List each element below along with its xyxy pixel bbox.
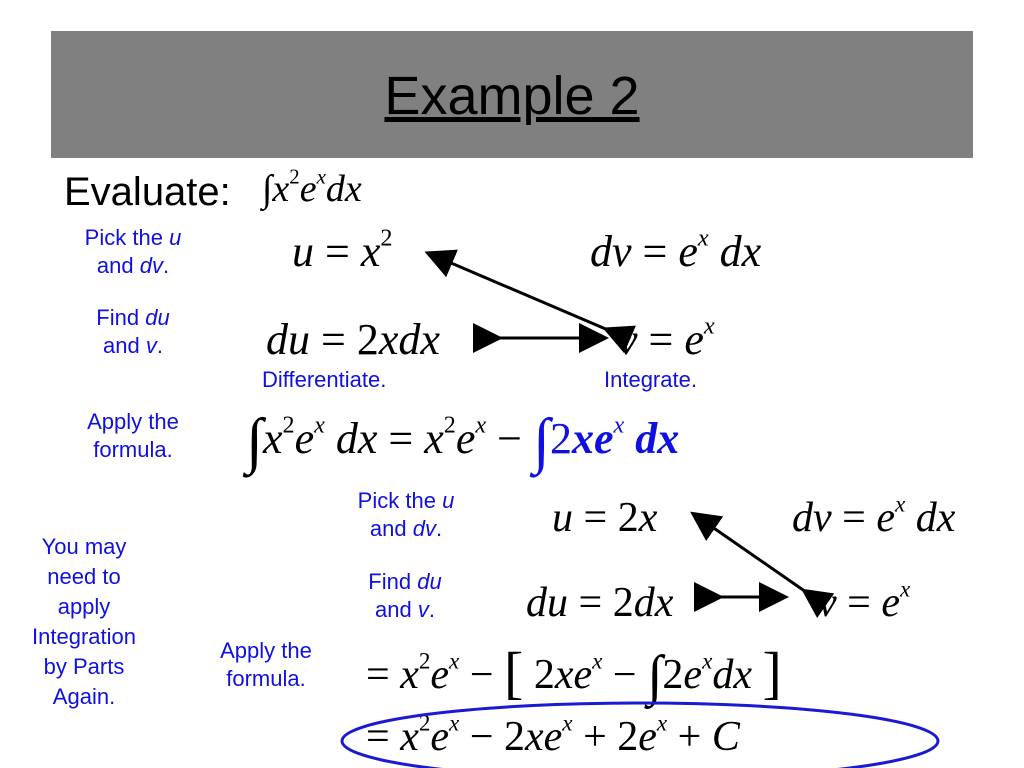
math-term: x: [262, 414, 283, 463]
math-op: +: [572, 714, 618, 760]
math-term: e: [455, 414, 476, 463]
hint-text: Find: [96, 305, 140, 330]
math-term: 2: [549, 414, 572, 463]
var-x: x: [272, 168, 290, 210]
evaluate-text: Evaluate:: [64, 170, 231, 214]
hint-text: Find: [368, 569, 412, 594]
math-term: x: [400, 714, 419, 760]
arrow-u-to-v: [430, 254, 608, 330]
math-op: =: [314, 227, 361, 276]
hint-text: Pick the: [84, 225, 163, 250]
bracket: ]: [762, 640, 782, 705]
hint-text: .: [428, 596, 435, 622]
math-term: xdx: [378, 315, 440, 364]
final-answer-ellipse: [342, 703, 938, 768]
hint-line: apply: [57, 593, 111, 619]
math-term: e: [638, 714, 657, 760]
math-term: dx: [633, 580, 674, 626]
math-term: C: [711, 714, 740, 760]
exponent: x: [592, 647, 603, 674]
math-term: e: [678, 227, 698, 276]
exponent: x: [562, 709, 573, 736]
math-term: dx: [708, 227, 762, 276]
hint-line: need to: [47, 563, 121, 589]
math-term: x: [424, 414, 444, 463]
math-op: =: [573, 495, 618, 541]
math-term: du: [526, 580, 568, 626]
exponent: x: [449, 709, 460, 736]
math-term: 2: [523, 652, 555, 698]
hint-var: du: [417, 569, 442, 594]
hint-var: dv: [139, 252, 163, 278]
exponent: x: [703, 312, 715, 340]
math-op: −: [486, 414, 533, 463]
hint-var: v: [145, 332, 157, 358]
math-term: dx: [712, 652, 763, 698]
math-term: 2: [612, 580, 634, 626]
hint-text: formula.: [226, 665, 306, 691]
math-op: −: [459, 652, 504, 698]
hint-integrate: Integrate.: [604, 367, 697, 392]
integral-sign: ∫: [647, 645, 663, 707]
exponent: 2: [418, 647, 431, 674]
math-term: u: [292, 227, 314, 276]
hint-differentiate: Differentiate.: [262, 367, 387, 392]
hint-text: .: [435, 515, 443, 541]
math-op: =: [366, 714, 401, 760]
integral-sign: ∫: [246, 407, 263, 475]
hint-line: Integration: [32, 623, 136, 649]
math-op: =: [568, 580, 613, 626]
math-term: dv: [792, 495, 832, 541]
hint-var: u: [169, 225, 182, 250]
math-op: =: [366, 652, 401, 698]
hint-text: and: [96, 252, 134, 278]
exponent: 2: [282, 411, 295, 439]
var-e: e: [299, 168, 317, 210]
math-term: e: [430, 714, 450, 760]
bracket: [: [504, 640, 524, 705]
math-term: x: [360, 227, 381, 276]
math-term: v: [818, 580, 837, 626]
hint-var: du: [145, 305, 170, 330]
math-term: xe: [525, 714, 563, 760]
hint-text: .: [156, 332, 163, 358]
integral-sign: ∫: [532, 407, 550, 475]
math-term: du: [266, 315, 310, 364]
math-term: 2: [662, 652, 684, 698]
hint-line: You may: [41, 534, 127, 559]
exponent: x: [613, 411, 625, 439]
exponent: x: [475, 411, 487, 439]
math-term: dx: [324, 414, 378, 463]
hint-text: Pick the: [357, 488, 436, 513]
math-term: x: [638, 495, 658, 541]
math-term: dx: [905, 495, 956, 541]
math-term: 2: [617, 714, 639, 760]
math-op: −: [602, 652, 648, 698]
exponent: x: [900, 575, 911, 602]
math-term: e: [294, 414, 315, 463]
math-op: −: [459, 714, 504, 760]
math-term: 2: [356, 315, 379, 364]
exponent: 2: [380, 224, 393, 252]
math-op: =: [836, 580, 882, 626]
hint-var: u: [442, 488, 455, 513]
page-title: Example 2: [384, 66, 640, 126]
math-term: xe: [554, 652, 593, 698]
exponent: x: [895, 490, 906, 517]
exponent: 2: [418, 709, 431, 736]
hint-text: and: [369, 515, 407, 541]
math-term: x: [400, 652, 419, 698]
math-term: e: [430, 652, 450, 698]
exponent: x: [697, 224, 709, 252]
integral-sign: ∫: [262, 168, 273, 210]
math-op: =: [310, 315, 357, 364]
var-dx: dx: [325, 168, 362, 210]
hint-text: and: [103, 332, 140, 358]
exponent: x: [449, 647, 460, 674]
hint-text: and: [375, 596, 412, 622]
math-term: e: [684, 315, 704, 364]
math-term: xe: [571, 414, 614, 463]
math-op: =: [637, 315, 685, 364]
math-op: =: [377, 414, 425, 463]
exponent: 2: [289, 164, 300, 189]
math-term: e: [881, 580, 900, 626]
hint-var: dv: [412, 515, 436, 541]
math-term: v: [618, 315, 638, 364]
math-op: =: [631, 227, 679, 276]
hint-text: Apply the: [87, 409, 179, 434]
math-term: dx: [624, 414, 680, 463]
hint-text: Apply the: [220, 638, 312, 663]
math-op: +: [667, 714, 712, 760]
exponent: 2: [443, 411, 456, 439]
math-term: e: [876, 495, 895, 541]
hint-line: Again.: [52, 683, 116, 709]
math-op: =: [831, 495, 877, 541]
exponent: x: [316, 164, 326, 189]
math-term: 2: [617, 495, 639, 541]
math-term: dv: [590, 227, 632, 276]
math-term: 2: [504, 714, 525, 760]
exponent: x: [314, 411, 325, 439]
hint-line: by Parts: [43, 653, 125, 679]
hint-text: .: [162, 252, 170, 278]
hint-var: v: [417, 596, 429, 622]
arrow-u2-to-v2: [695, 515, 806, 592]
math-term: e: [683, 652, 703, 698]
hint-text: formula.: [93, 436, 173, 462]
math-term: u: [552, 495, 573, 541]
exponent: x: [702, 647, 713, 674]
exponent: x: [656, 709, 668, 736]
